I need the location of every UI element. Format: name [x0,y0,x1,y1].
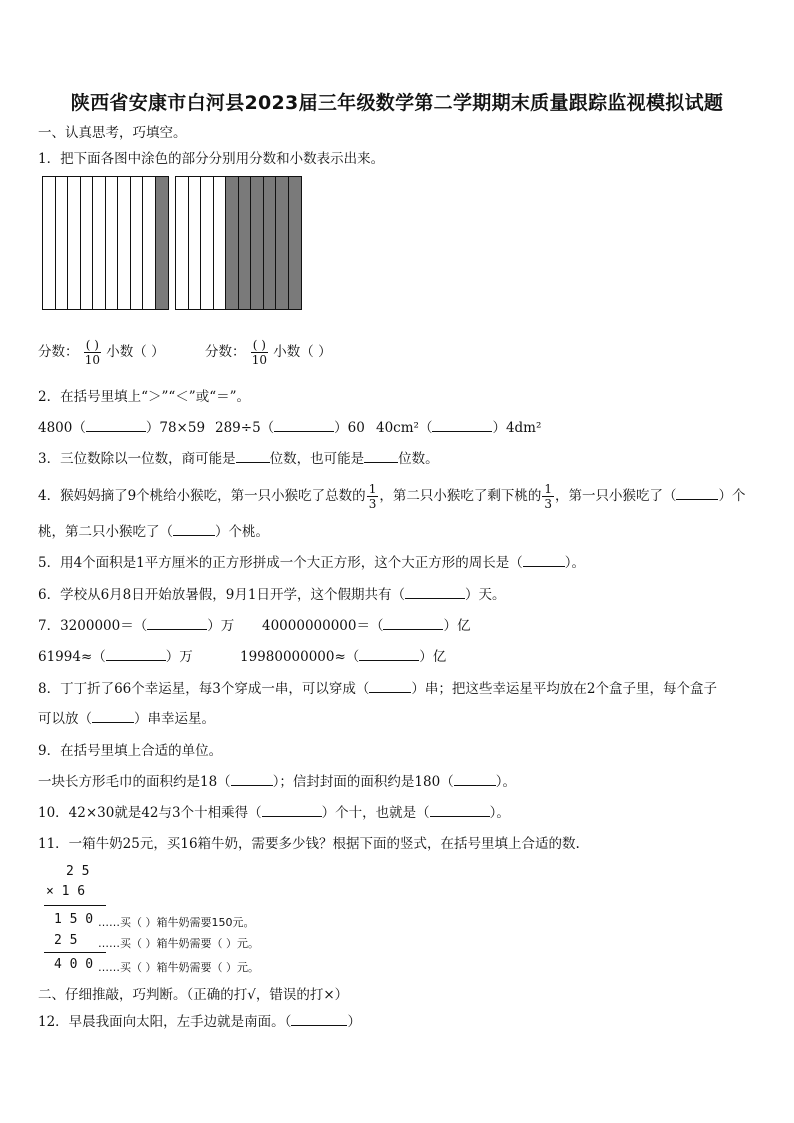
question-6: 6．学校从6月8日开始放暑假，9月1日开学，这个假期共有（ ）天。 [38,587,506,603]
unshaded-cell [43,177,56,309]
question-4-line-1: 4．猴妈妈摘了9个桃给小猴吃，第一只小猴吃了总数的 $\frac{1}{3}$ ，第二只小猴吃了剩下桃的 $\frac{1}{3}$ ，第一只小猴吃了（ ）个 [38,482,746,511]
shaded-cell [239,177,252,309]
answer-blank[interactable] [430,804,490,817]
product-result-note[interactable]: ……买（ ）箱牛奶需要（ ）元。 [98,961,259,974]
fraction-blank-1[interactable]: $\frac{( )}{10}$ [84,338,101,367]
answer-blank[interactable] [86,419,146,432]
answer-blank[interactable] [236,450,270,463]
answer-blank[interactable] [676,487,718,500]
shaded-cell [251,177,264,309]
partial-product-2: 2 5 [54,933,78,948]
shaded-cell [289,177,302,309]
section-2-heading: 二、仔细推敲，巧判断。（正确的打√，错误的打×） [38,987,349,1003]
unshaded-cell [118,177,131,309]
question-7-line-2a: 61994≈（ ）万 [38,649,193,665]
question-1-text: 1．把下面各图中涂色的部分分别用分数和小数表示出来。 [38,151,385,167]
figure-2-strip [175,176,302,310]
question-7-line-1a: 7．3200000＝（ ）万 [38,618,235,634]
answer-blank[interactable] [147,617,207,630]
partial-product-1: 1 5 0 [54,912,94,927]
question-2-item-a: 4800（ ）78×59 [38,420,206,436]
answer-blank[interactable] [92,710,134,723]
partial-product-1-note[interactable]: ……买（ ）箱牛奶需要150元。 [98,916,255,929]
unshaded-cell [106,177,119,309]
question-12: 12．早晨我面向太阳，左手边就是南面。（ ） [38,1014,361,1030]
question-7-line-2b: 19980000000≈（ ）亿 [240,649,447,665]
unshaded-cell [189,177,202,309]
fraction-blank-2[interactable]: $\frac{( )}{10}$ [251,338,268,367]
answer-blank[interactable] [523,554,565,567]
unshaded-cell [201,177,214,309]
unshaded-cell [68,177,81,309]
decimal-label[interactable]: 小数（ ） [106,344,165,360]
multiplication-rule-1 [44,905,106,906]
answer-blank[interactable] [274,419,334,432]
question-9-text: 9．在括号里填上合适的单位。 [38,743,223,759]
question-2-text: 2．在括号里填上“＞”“＜”或“＝”。 [38,389,250,405]
shaded-cell [156,177,169,309]
fraction-label: 分数： [205,344,246,360]
answer-blank[interactable] [383,617,443,630]
unshaded-cell [93,177,106,309]
question-7-line-1b: 40000000000＝（ ）亿 [262,618,471,634]
answer-blank[interactable] [231,773,273,786]
answer-blank[interactable] [405,586,465,599]
page-title: 陕西省安康市白河县2023届三年级数学第二学期期末质量跟踪监视模拟试题 [70,92,724,114]
vertical-multiplication-top: 2 5 [66,864,90,879]
unshaded-cell [56,177,69,309]
unshaded-cell [143,177,156,309]
vertical-multiplication-multiplier: × 1 6 [46,884,86,899]
unshaded-cell [176,177,189,309]
question-8-line-1: 8．丁丁折了66个幸运星，每3个穿成一串，可以穿成（ ）串；把这些幸运星平均放在2个盒子里，每个盒子 [38,681,717,697]
question-4-line-2: 桃，第二只小猴吃了（ ）个桃。 [38,524,269,540]
unshaded-cell [214,177,227,309]
question-9-item: 一块长方形毛巾的面积约是18（ ）；信封封面的面积约是180（ ）。 [38,774,516,790]
question-1-answers-left [38,338,165,367]
answer-blank[interactable] [106,648,166,661]
answer-blank[interactable] [291,1013,347,1026]
answer-blank[interactable] [432,419,492,432]
question-2-item-b: 289÷5（ ）60 [215,420,365,436]
figure-1-strip [42,176,169,310]
answer-blank[interactable] [262,804,322,817]
decimal-label[interactable]: 小数（ ） [273,344,332,360]
unshaded-cell [81,177,94,309]
question-3: 3．三位数除以一位数，商可能是 位数，也可能是 位数。 [38,451,439,467]
answer-blank[interactable] [454,773,496,786]
question-10: 10．42×30就是42与3个十相乘得（ ）个十，也就是（ ）。 [38,805,510,821]
section-1-heading: 一、认真思考，巧填空。 [38,125,187,141]
shaded-cell [264,177,277,309]
question-1-answers-right [205,338,332,367]
question-5: 5．用4个面积是1平方厘米的正方形拼成一个大正方形，这个大正方形的周长是（ ）。 [38,555,586,571]
answer-blank[interactable] [369,680,411,693]
multiplication-rule-2 [44,952,106,953]
question-2-item-c: 40cm²（ ）4dm² [376,420,542,436]
shaded-cell [226,177,239,309]
shaded-cell [276,177,289,309]
fraction-label: 分数： [38,344,79,360]
answer-blank[interactable] [359,648,419,661]
unshaded-cell [131,177,144,309]
answer-blank[interactable] [173,523,215,536]
partial-product-2-note[interactable]: ……买（ ）箱牛奶需要（ ）元。 [98,937,259,950]
question-11-text: 11．一箱牛奶25元，买16箱牛奶，需要多少钱？根据下面的竖式，在括号里填上合适的数. [38,836,580,852]
question-8-line-2: 可以放（ ）串幸运星。 [38,711,215,727]
product-result: 4 0 0 [54,957,94,972]
answer-blank[interactable] [364,450,398,463]
